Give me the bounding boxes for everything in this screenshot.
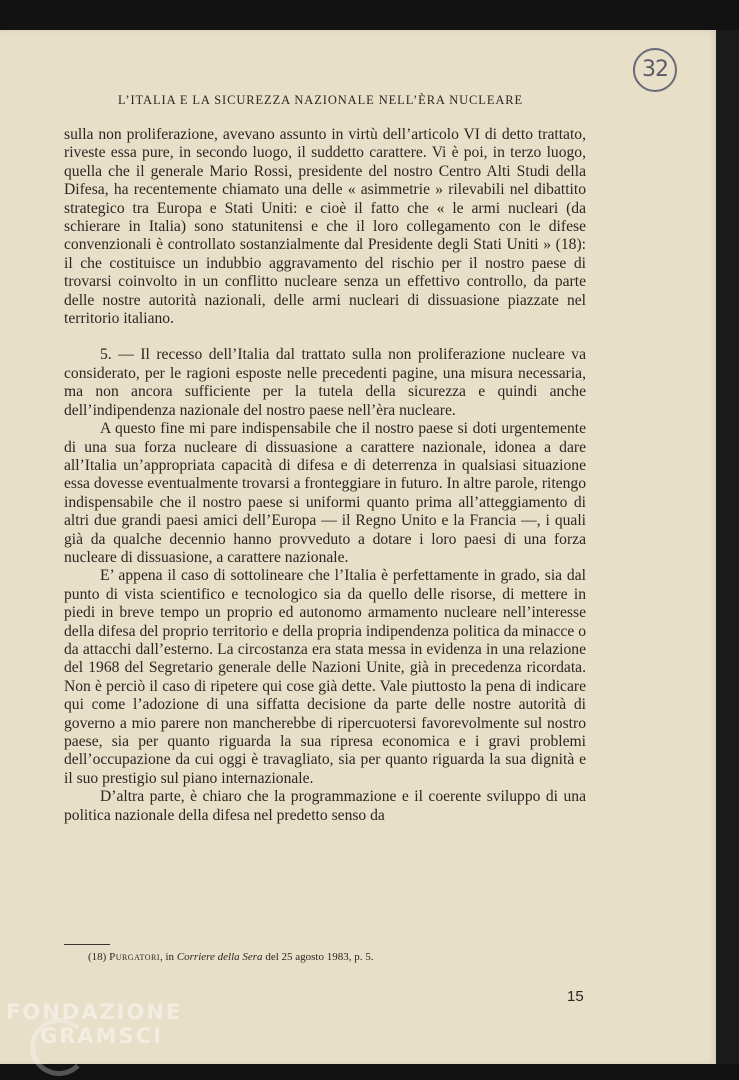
footnote-separator: , in <box>160 951 175 963</box>
scan-border <box>716 30 739 1064</box>
paragraph-2: 5. — Il recesso dell’Italia dal trattato sulla non proliferazione nucleare va considerato, per le ragioni esposte nelle precedenti pagine, una misura necessaria, ma non ancora sufficiente per la tutela della sicurezza e quindi anche dell’indipendenza nazionale del nostro paese nell’èra nucleare. <box>64 346 586 419</box>
running-title: L’ITALIA E LA SICUREZZA NAZIONALE NELL’ÈRA NUCLEARE <box>118 93 524 107</box>
paragraph-1: sulla non proliferazione, avevano assunto in virtù dell’articolo VI di detto trattato, riveste essa pure, in secondo luogo, il suddetto carattere. Vi è poi, in terzo luogo, quella che il generale Mario Rossi, presidente del nostro Centro Alti Studi della Difesa, ha recentemente chiamato una delle « asimmetrie » rilevabili nel dibattito strategico tra Europa e Stati Uniti: e cioè il fatto che « le armi nucleari (da schierare in Italia) sono statunitensi e che il loro collegamento con le difese convenzionali è controllato sostanzialmente dal Presidente degli Stati Uniti » (18): il che costituisce un indubbio aggravamento del rischio per il nostro paese di trovarsi coinvolto in un conflitto nucleare senza un effettivo controllo, da parte delle nostre autorità nazionali, delle armi nucleari di dissuasione piazzate nel territorio italiano. <box>64 126 586 328</box>
watermark-line-2: GRAMSCI <box>40 1024 163 1048</box>
paragraph-4: E’ appena il caso di sottolineare che l’Italia è perfettamente in grado, sia dal punto di vista scientifico e tecnologico sia da quello delle risorse, di mettere in piedi in breve tempo un proprio ed autonomo armamento nucleare nell’interesse della difesa del proprio territorio e della propria indipendenza politica da minacce o da attacchi dall’esterno. La circostanza era stata messa in evidenza in una relazione del 1968 del Segretario generale delle Nazioni Unite, già in precedenza ricordata. Non è perciò il caso di ripetere qui cose già dette. Vale piuttosto la pena di indicare qui come l’adozione di una siffatta decisione da parte delle nostre autorità di governo a mio parere non mancherebbe di ripercuotersi favorevolmente sul nostro paese, sia per quanto riguarda la sua ripresa economica e i gravi problemi dell’occupazione da cui oggi è travagliato, sia per quanto riguarda la sua dignità e il suo prestigio sul piano internazionale. <box>64 567 586 787</box>
paragraph-5: D’altra parte, è chiaro che la programmazione e il coerente sviluppo di una politica nazionale della difesa nel predetto senso da <box>64 788 586 824</box>
page-number: 15 <box>567 988 584 1005</box>
paragraph-3: A questo fine mi pare indispensabile che il nostro paese si doti urgentemente di una sua forza nucleare di dissuasione a carattere nazionale, idonea a dare all’Italia un’appropriata capacità di difesa e di deterrenza in qualsiasi situazione essa dovesse eventualmente trovarsi a fronteggiare in futuro. In altre parole, ritengo indispensabile che il nostro paese si uniformi quanto prima all’atteggiamento di altri due grandi paesi amici dell’Europa — il Regno Unito e la Francia —, i quali già da qualche decennio hanno provveduto a dotare i loro paesi di una forza nucleare di dissuasione, a carattere nazionale. <box>64 420 586 566</box>
watermark <box>6 1000 182 1048</box>
footnote-source: Corriere della Sera <box>176 951 263 963</box>
footnote-details: del 25 agosto 1983, p. 5. <box>265 951 374 963</box>
footnote <box>88 951 373 963</box>
footnote-rule <box>64 944 110 945</box>
archive-number-mark: 32 <box>633 48 677 92</box>
body-text <box>64 126 586 825</box>
watermark-line-1: FONDAZIONE <box>6 1000 183 1024</box>
footnote-number: (18) <box>88 951 107 963</box>
footnote-author: Purgatori <box>109 951 160 963</box>
